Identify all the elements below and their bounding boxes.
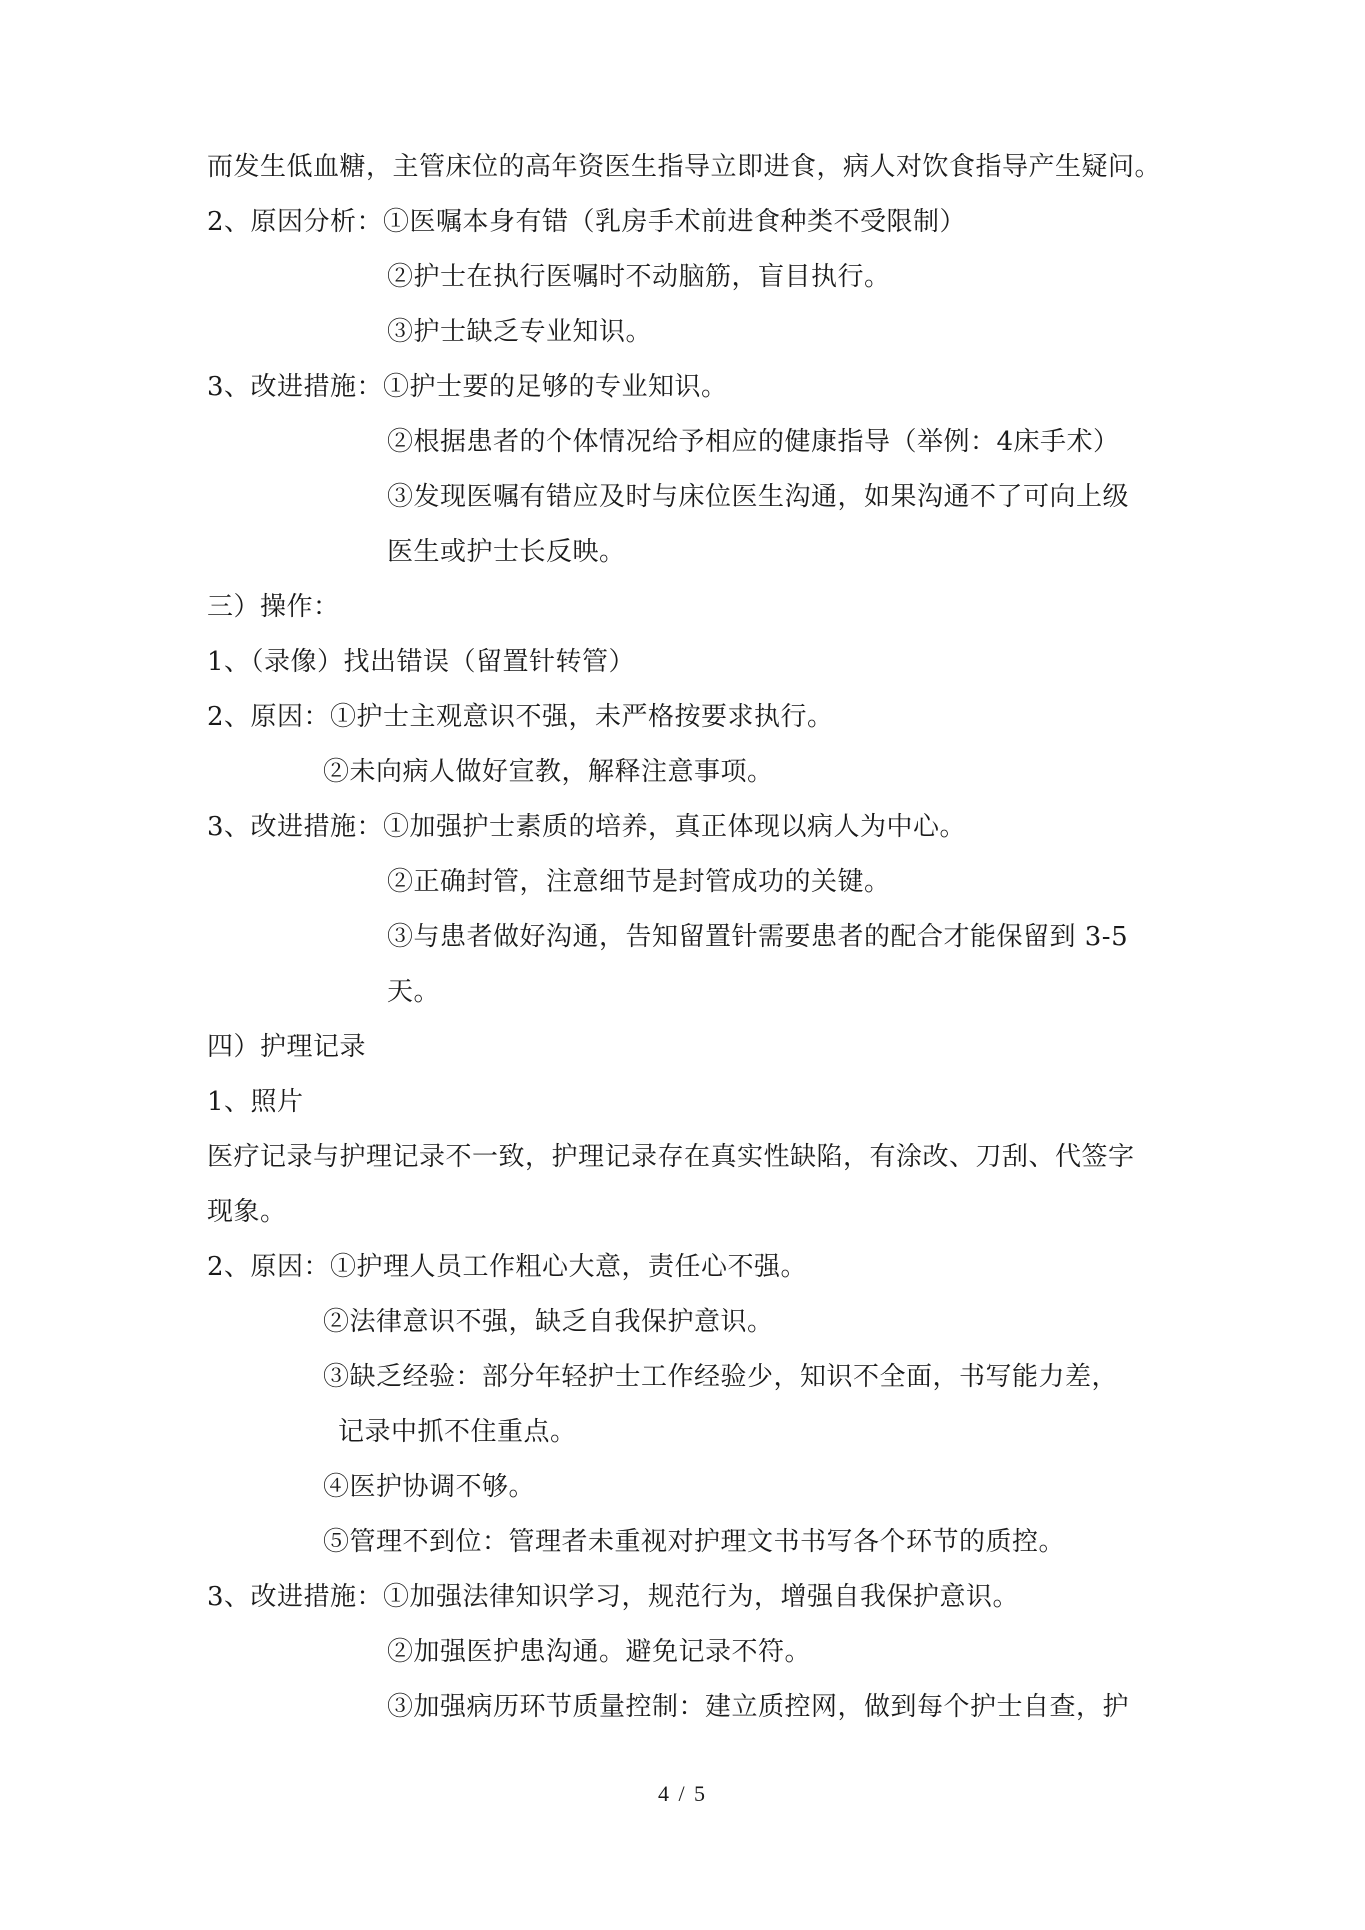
text-line: 3、改进措施：①加强法律知识学习，规范行为，增强自我保护意识。: [207, 1582, 1020, 1612]
text-line: 现象。: [207, 1197, 287, 1227]
text-line: ⑤管理不到位：管理者未重视对护理文书书写各个环节的质控。: [323, 1527, 1066, 1557]
text-line: 天。: [387, 977, 441, 1007]
text-line: ③与患者做好沟通，告知留置针需要患者的配合才能保留到 3-5: [387, 922, 1129, 952]
page-number: 4 / 5: [657, 1781, 708, 1806]
text-line: ②未向病人做好宣教，解释注意事项。: [323, 757, 774, 787]
text-line: ②护士在执行医嘱时不动脑筋，盲目执行。: [387, 262, 891, 292]
text-line: ③护士缺乏专业知识。: [387, 317, 653, 347]
text-line: 记录中抓不住重点。: [338, 1417, 577, 1447]
text-line: ②根据患者的个体情况给予相应的健康指导（举例：4床手术）: [387, 427, 1120, 457]
text-line: 3、改进措施：①护士要的足够的专业知识。: [207, 372, 728, 402]
text-line: ②加强医护患沟通。避免记录不符。: [387, 1637, 812, 1667]
section-heading: 三）操作：: [207, 592, 340, 622]
text-line: 1、（录像）找出错误（留置针转管）: [207, 647, 636, 677]
text-line: 1、照片: [207, 1087, 304, 1117]
text-line: 2、原因：①护理人员工作粗心大意，责任心不强。: [207, 1252, 808, 1282]
section-heading: 四）护理记录: [207, 1032, 367, 1062]
text-line: ③加强病历环节质量控制：建立质控网，做到每个护士自查，护: [387, 1692, 1130, 1722]
text-line: 医生或护士长反映。: [387, 537, 626, 567]
text-line: ②法律意识不强，缺乏自我保护意识。: [323, 1307, 774, 1337]
text-line: 3、改进措施：①加强护士素质的培养，真正体现以病人为中心。: [207, 812, 967, 842]
text-line: ③缺乏经验：部分年轻护士工作经验少，知识不全面，书写能力差，: [323, 1362, 1119, 1392]
text-line: 而发生低血糖，主管床位的高年资医生指导立即进食，病人对饮食指导产生疑问。: [207, 152, 1162, 182]
text-line: 2、原因分析：①医嘱本身有错（乳房手术前进食种类不受限制）: [207, 207, 967, 237]
text-line: ④医护协调不够。: [323, 1472, 536, 1502]
text-line: ②正确封管，注意细节是封管成功的关键。: [387, 867, 891, 897]
text-line: 2、原因：①护士主观意识不强，未严格按要求执行。: [207, 702, 834, 732]
text-line: 医疗记录与护理记录不一致，护理记录存在真实性缺陷，有涂改、刀刮、代签字: [207, 1142, 1135, 1172]
text-line: ③发现医嘱有错应及时与床位医生沟通，如果沟通不了可向上级: [387, 482, 1130, 512]
